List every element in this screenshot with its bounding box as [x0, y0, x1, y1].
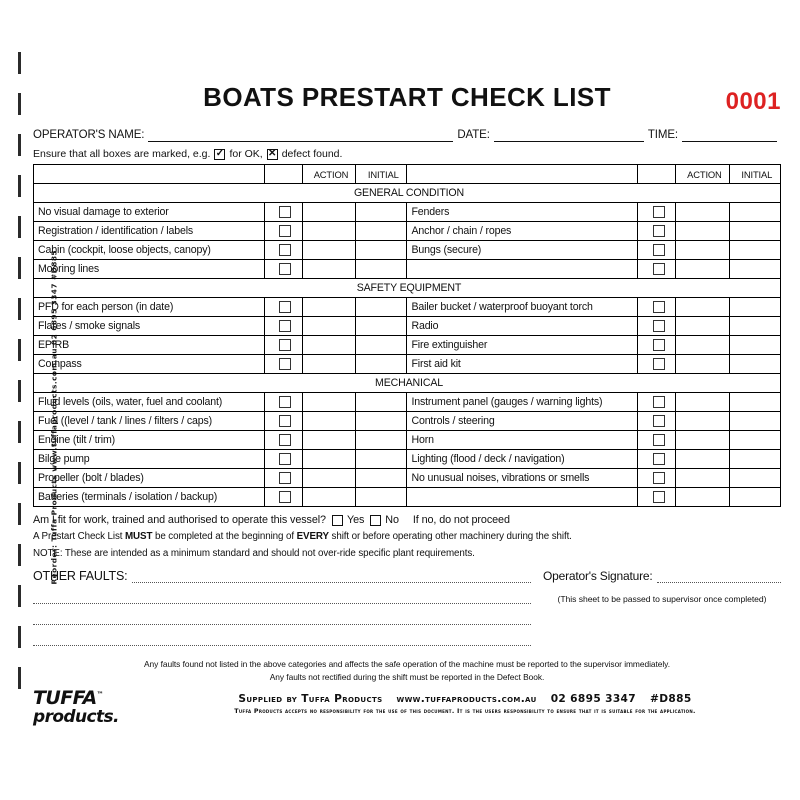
initial-cell[interactable] — [729, 393, 780, 412]
checklist-item-label: No visual damage to exterior — [34, 203, 265, 222]
fitness-no-label: No — [385, 514, 399, 526]
section-title: SAFETY EQUIPMENT — [34, 279, 781, 298]
initial-cell[interactable] — [356, 412, 407, 431]
perforation-strip — [18, 52, 21, 700]
checklist-item-checkbox-cell[interactable] — [264, 450, 302, 469]
checkmark-icon: ✓ — [215, 148, 225, 159]
checkbox-icon[interactable] — [653, 225, 665, 237]
fitness-no-checkbox[interactable] — [370, 515, 381, 526]
other-faults-block — [33, 569, 531, 646]
checklist-row — [34, 260, 781, 279]
action-cell[interactable] — [676, 488, 729, 507]
checkbox-icon[interactable] — [653, 339, 665, 351]
initial-cell[interactable] — [356, 450, 407, 469]
perforation-mark — [18, 134, 21, 156]
checkbox-icon[interactable] — [279, 206, 291, 218]
checklist-row — [34, 450, 781, 469]
checklist-item-label: Fuel ((level / tank / lines / filters / caps) — [34, 412, 265, 431]
initial-cell[interactable] — [356, 317, 407, 336]
action-cell[interactable] — [302, 222, 355, 241]
checklist-item-label: Compass — [34, 355, 265, 374]
checkbox-icon[interactable] — [653, 472, 665, 484]
cross-icon: ✕ — [268, 148, 277, 159]
header-initial-right: INITIAL — [729, 165, 780, 184]
must-note-emphasis-must: MUST — [125, 531, 153, 542]
checkbox-icon[interactable] — [653, 206, 665, 218]
checkbox-icon[interactable] — [279, 225, 291, 237]
must-complete-note — [33, 530, 781, 543]
checklist-item-label: Bilge pump — [34, 450, 265, 469]
action-cell[interactable] — [676, 222, 729, 241]
checkbox-icon[interactable] — [653, 491, 665, 503]
checklist-row — [34, 488, 781, 507]
checklist-item-label — [407, 488, 638, 507]
action-cell[interactable] — [302, 317, 355, 336]
action-cell[interactable] — [302, 203, 355, 222]
checklist-item-checkbox-cell[interactable] — [637, 450, 675, 469]
checklist-item-label: Radio — [407, 317, 638, 336]
checklist-item-label: Batteries (terminals / isolation / backup) — [34, 488, 265, 507]
initial-cell[interactable] — [729, 298, 780, 317]
checklist-row — [34, 355, 781, 374]
initial-cell[interactable] — [356, 393, 407, 412]
perforation-mark — [18, 257, 21, 279]
initial-cell[interactable] — [729, 317, 780, 336]
disclaimer-line-2: Any faults not rectified during the shift must be reported in the Defect Book. — [269, 671, 545, 682]
initial-cell[interactable] — [356, 355, 407, 374]
checkbox-icon[interactable] — [279, 472, 291, 484]
action-cell[interactable] — [676, 336, 729, 355]
checklist-item-checkbox-cell[interactable] — [637, 393, 675, 412]
action-cell[interactable] — [676, 412, 729, 431]
checklist-item-label: EPIRB — [34, 336, 265, 355]
section-header-row — [34, 374, 781, 393]
perforation-mark — [18, 339, 21, 361]
fitness-yes-label: Yes — [346, 514, 365, 526]
footer-contact-lines — [149, 687, 781, 715]
checkbox-icon[interactable] — [653, 320, 665, 332]
action-cell[interactable] — [676, 317, 729, 336]
fitness-yes-option[interactable] — [332, 514, 364, 526]
checkbox-icon[interactable] — [653, 453, 665, 465]
fitness-question: Am I fit for work, trained and authorised to operate this vessel? — [33, 514, 326, 526]
checklist-item-label: Bungs (secure) — [407, 241, 638, 260]
faults-signature-section — [33, 569, 781, 646]
header-blank-left — [34, 165, 265, 184]
checkbox-icon[interactable] — [279, 301, 291, 313]
time-input[interactable] — [682, 129, 777, 142]
action-cell[interactable] — [302, 450, 355, 469]
time-label: TIME: — [647, 129, 678, 141]
checklist-item-checkbox-cell[interactable] — [637, 241, 675, 260]
operator-field-row — [33, 126, 781, 142]
initial-cell[interactable] — [356, 241, 407, 260]
checkbox-icon[interactable] — [279, 339, 291, 351]
action-cell[interactable] — [302, 241, 355, 260]
action-cell[interactable] — [302, 431, 355, 450]
perforation-mark — [18, 52, 21, 74]
initial-cell[interactable] — [356, 222, 407, 241]
checklist-item-checkbox-cell[interactable] — [264, 469, 302, 488]
other-faults-input-line-2[interactable] — [33, 593, 531, 604]
checkbox-icon[interactable] — [279, 358, 291, 370]
checklist-table — [33, 164, 781, 507]
checklist-item-checkbox-cell[interactable] — [264, 412, 302, 431]
perforation-mark — [18, 298, 21, 320]
initial-cell[interactable] — [356, 260, 407, 279]
signature-input[interactable] — [657, 572, 781, 583]
checklist-item-label: No unusual noises, vibrations or smells — [407, 469, 638, 488]
checklist-item-label: Anchor / chain / ropes — [407, 222, 638, 241]
initial-cell[interactable] — [356, 298, 407, 317]
action-cell[interactable] — [676, 241, 729, 260]
checklist-row — [34, 469, 781, 488]
checklist-row — [34, 317, 781, 336]
initial-cell[interactable] — [729, 355, 780, 374]
checkbox-icon[interactable] — [653, 301, 665, 313]
checklist-item-label: Instrument panel (gauges / warning lights) — [407, 393, 638, 412]
checklist-item-label: Mooring lines — [34, 260, 265, 279]
checklist-row — [34, 203, 781, 222]
initial-cell[interactable] — [356, 431, 407, 450]
action-cell[interactable] — [676, 298, 729, 317]
fitness-tail-text: If no, do not proceed — [412, 514, 510, 526]
checkbox-icon[interactable] — [279, 320, 291, 332]
form-sheet — [33, 60, 781, 726]
initial-cell[interactable] — [356, 336, 407, 355]
perforation-mark — [18, 503, 21, 525]
checklist-item-checkbox-cell[interactable] — [637, 469, 675, 488]
action-cell[interactable] — [302, 298, 355, 317]
signature-label: Operator's Signature: — [543, 569, 653, 584]
checklist-item-label: PFD for each person (in date) — [34, 298, 265, 317]
must-note-part-e: shift or before operating other machinery during the shift. — [328, 531, 572, 542]
checklist-item-checkbox-cell[interactable] — [264, 431, 302, 450]
perforation-mark — [18, 93, 21, 115]
header-action-left: ACTION — [302, 165, 355, 184]
checklist-row — [34, 241, 781, 260]
checkbox-icon[interactable] — [279, 434, 291, 446]
checklist-item-checkbox-cell[interactable] — [637, 260, 675, 279]
checklist-item-checkbox-cell[interactable] — [264, 203, 302, 222]
checklist-item-label: Engine (tilt / trim) — [34, 431, 265, 450]
date-input[interactable] — [494, 129, 644, 142]
perforation-mark — [18, 421, 21, 443]
action-cell[interactable] — [302, 355, 355, 374]
initial-cell[interactable] — [356, 488, 407, 507]
checklist-item-checkbox-cell[interactable] — [264, 222, 302, 241]
checklist-body — [34, 165, 781, 507]
checklist-item-checkbox-cell[interactable] — [264, 317, 302, 336]
footer-disclaimer — [33, 658, 781, 682]
footer-brand-row — [33, 687, 781, 726]
must-note-part-c: be completed at the beginning of — [152, 531, 297, 542]
header-blank-left-box — [264, 165, 302, 184]
action-cell[interactable] — [302, 412, 355, 431]
initial-cell[interactable] — [356, 469, 407, 488]
trademark-icon: ™ — [96, 690, 104, 699]
action-cell[interactable] — [676, 355, 729, 374]
other-faults-label: OTHER FAULTS: — [33, 569, 128, 584]
section-header-row — [34, 279, 781, 298]
checkbox-icon[interactable] — [653, 244, 665, 256]
checklist-item-label — [407, 260, 638, 279]
form-header — [33, 60, 781, 115]
header-blank-right-box — [637, 165, 675, 184]
checklist-row — [34, 393, 781, 412]
perforation-mark — [18, 175, 21, 197]
checklist-row — [34, 298, 781, 317]
initial-cell[interactable] — [729, 450, 780, 469]
checkbox-icon[interactable] — [279, 491, 291, 503]
checkbox-icon[interactable] — [279, 415, 291, 427]
checklist-item-label: Horn — [407, 431, 638, 450]
section-title: MECHANICAL — [34, 374, 781, 393]
fitness-declaration-row — [33, 514, 781, 526]
checklist-item-label: Registration / identification / labels — [34, 222, 265, 241]
perforation-mark — [18, 544, 21, 566]
disclaimer-line-1: Any faults found not listed in the above categories and affects the safe operation of the machine must be reported to the supervisor immediately. — [144, 659, 670, 670]
checklist-item-label: Fluid levels (oils, water, fuel and coolant) — [34, 393, 265, 412]
checkbox-icon[interactable] — [653, 358, 665, 370]
checkbox-icon[interactable] — [279, 263, 291, 275]
action-cell[interactable] — [302, 260, 355, 279]
checkbox-icon[interactable] — [279, 244, 291, 256]
initial-cell[interactable] — [729, 488, 780, 507]
checklist-item-label: Bailer bucket / waterproof buoyant torch — [407, 298, 638, 317]
header-blank-right — [407, 165, 638, 184]
checklist-item-checkbox-cell[interactable] — [264, 298, 302, 317]
checklist-item-checkbox-cell[interactable] — [637, 336, 675, 355]
checklist-item-checkbox-cell[interactable] — [637, 355, 675, 374]
checklist-item-checkbox-cell[interactable] — [264, 241, 302, 260]
checkbox-icon[interactable] — [653, 396, 665, 408]
perforation-mark — [18, 626, 21, 648]
checklist-item-checkbox-cell[interactable] — [264, 260, 302, 279]
action-cell[interactable] — [302, 336, 355, 355]
date-label: DATE: — [457, 129, 490, 141]
logo-tuffa-text: TUFFA — [33, 686, 97, 709]
perforation-mark — [18, 380, 21, 402]
checklist-row — [34, 412, 781, 431]
supplied-by-line — [149, 693, 781, 705]
action-cell[interactable] — [676, 203, 729, 222]
initial-cell[interactable] — [729, 203, 780, 222]
action-cell[interactable] — [676, 260, 729, 279]
checkbox-icon[interactable] — [653, 263, 665, 275]
reorder-side-text: Reorder: Tuffa Products www.tuffaproducts.com.au 02 6895 3347 #D885 — [49, 249, 59, 585]
checklist-item-label: Fenders — [407, 203, 638, 222]
initial-cell[interactable] — [729, 222, 780, 241]
checklist-item-label: Lighting (flood / deck / navigation) — [407, 450, 638, 469]
instruction-ok-text: for OK, — [229, 148, 263, 160]
checkbox-icon[interactable] — [279, 453, 291, 465]
checkbox-icon[interactable] — [279, 396, 291, 408]
phone-number: 02 6895 3347 — [550, 692, 636, 705]
checkbox-icon[interactable] — [653, 434, 665, 446]
checklist-item-checkbox-cell[interactable] — [264, 488, 302, 507]
initial-cell[interactable] — [729, 469, 780, 488]
initial-cell[interactable] — [729, 431, 780, 450]
other-faults-input-line-4[interactable] — [33, 635, 531, 646]
action-cell[interactable] — [676, 469, 729, 488]
perforation-mark — [18, 462, 21, 484]
checklist-item-label: Cabin (cockpit, loose objects, canopy) — [34, 241, 265, 260]
must-note-part-a: A Prestart Check List — [33, 531, 125, 542]
checklist-item-label: Flares / smoke signals — [34, 317, 265, 336]
fitness-no-option[interactable] — [370, 514, 399, 526]
checklist-item-checkbox-cell[interactable] — [637, 298, 675, 317]
header-initial-left: INITIAL — [356, 165, 407, 184]
form-footer — [33, 658, 781, 725]
checklist-item-label: Propeller (bolt / blades) — [34, 469, 265, 488]
initial-cell[interactable] — [729, 412, 780, 431]
initial-cell[interactable] — [356, 203, 407, 222]
supplied-by-text: Supplied by Tuffa Products — [238, 692, 383, 705]
operator-name-label: OPERATOR'S NAME: — [33, 129, 145, 141]
section-header-row — [34, 184, 781, 203]
other-faults-input-line-1[interactable] — [132, 572, 531, 583]
checklist-item-checkbox-cell[interactable] — [637, 317, 675, 336]
must-note-emphasis-every: EVERY — [296, 531, 329, 542]
logo-wordmark-bottom: products. — [33, 706, 119, 727]
other-faults-header-row — [33, 569, 531, 583]
instruction-defect-text: defect found. — [281, 148, 343, 160]
action-cell[interactable] — [676, 431, 729, 450]
logo-wordmark-top — [33, 686, 104, 709]
website-link[interactable]: www.tuffaproducts.com.au — [396, 692, 537, 705]
table-header-row — [34, 165, 781, 184]
checklist-item-checkbox-cell[interactable] — [637, 203, 675, 222]
action-cell[interactable] — [302, 469, 355, 488]
action-cell[interactable] — [676, 450, 729, 469]
checklist-item-checkbox-cell[interactable] — [637, 431, 675, 450]
checklist-row — [34, 431, 781, 450]
checklist-item-label: Fire extinguisher — [407, 336, 638, 355]
checklist-item-checkbox-cell[interactable] — [637, 488, 675, 507]
action-cell[interactable] — [302, 488, 355, 507]
tuffa-logo — [33, 687, 149, 726]
marking-instruction — [33, 148, 781, 160]
document-code: #D885 — [650, 692, 692, 705]
signature-block — [543, 569, 781, 646]
checkbox-icon[interactable] — [653, 415, 665, 427]
minimum-standard-note: NOTE: These are intended as a minimum standard and should not over-ride specific plant requirements. — [33, 548, 475, 560]
other-faults-input-line-3[interactable] — [33, 614, 531, 625]
initial-cell[interactable] — [729, 241, 780, 260]
perforation-mark — [18, 667, 21, 689]
checklist-item-label: First aid kit — [407, 355, 638, 374]
page-title: BOATS PRESTART CHECK LIST — [203, 82, 611, 112]
checklist-row — [34, 336, 781, 355]
serial-number: 0001 — [725, 88, 781, 115]
perforation-mark — [18, 585, 21, 607]
initial-cell[interactable] — [729, 260, 780, 279]
operator-name-input[interactable] — [148, 129, 453, 142]
initial-cell[interactable] — [729, 336, 780, 355]
instruction-prefix: Ensure that all boxes are marked, e.g. — [33, 148, 211, 160]
header-action-right: ACTION — [676, 165, 729, 184]
action-cell[interactable] — [302, 393, 355, 412]
checklist-item-label: Controls / steering — [407, 412, 638, 431]
signature-row — [543, 569, 781, 583]
checklist-row — [34, 222, 781, 241]
signature-note: (This sheet to be passed to supervisor once completed) — [557, 594, 767, 605]
checklist-item-checkbox-cell[interactable] — [637, 222, 675, 241]
checklist-item-checkbox-cell[interactable] — [264, 393, 302, 412]
perforation-mark — [18, 216, 21, 238]
action-cell[interactable] — [676, 393, 729, 412]
responsibility-statement: Tuffa Products accepts no responsibility for the use of this document. It is the users responsibility to ensure that it is suitable for the application. — [234, 707, 696, 715]
checklist-item-checkbox-cell[interactable] — [637, 412, 675, 431]
checklist-item-checkbox-cell[interactable] — [264, 336, 302, 355]
checklist-item-checkbox-cell[interactable] — [264, 355, 302, 374]
fitness-yes-checkbox[interactable] — [332, 515, 343, 526]
section-title: GENERAL CONDITION — [34, 184, 781, 203]
